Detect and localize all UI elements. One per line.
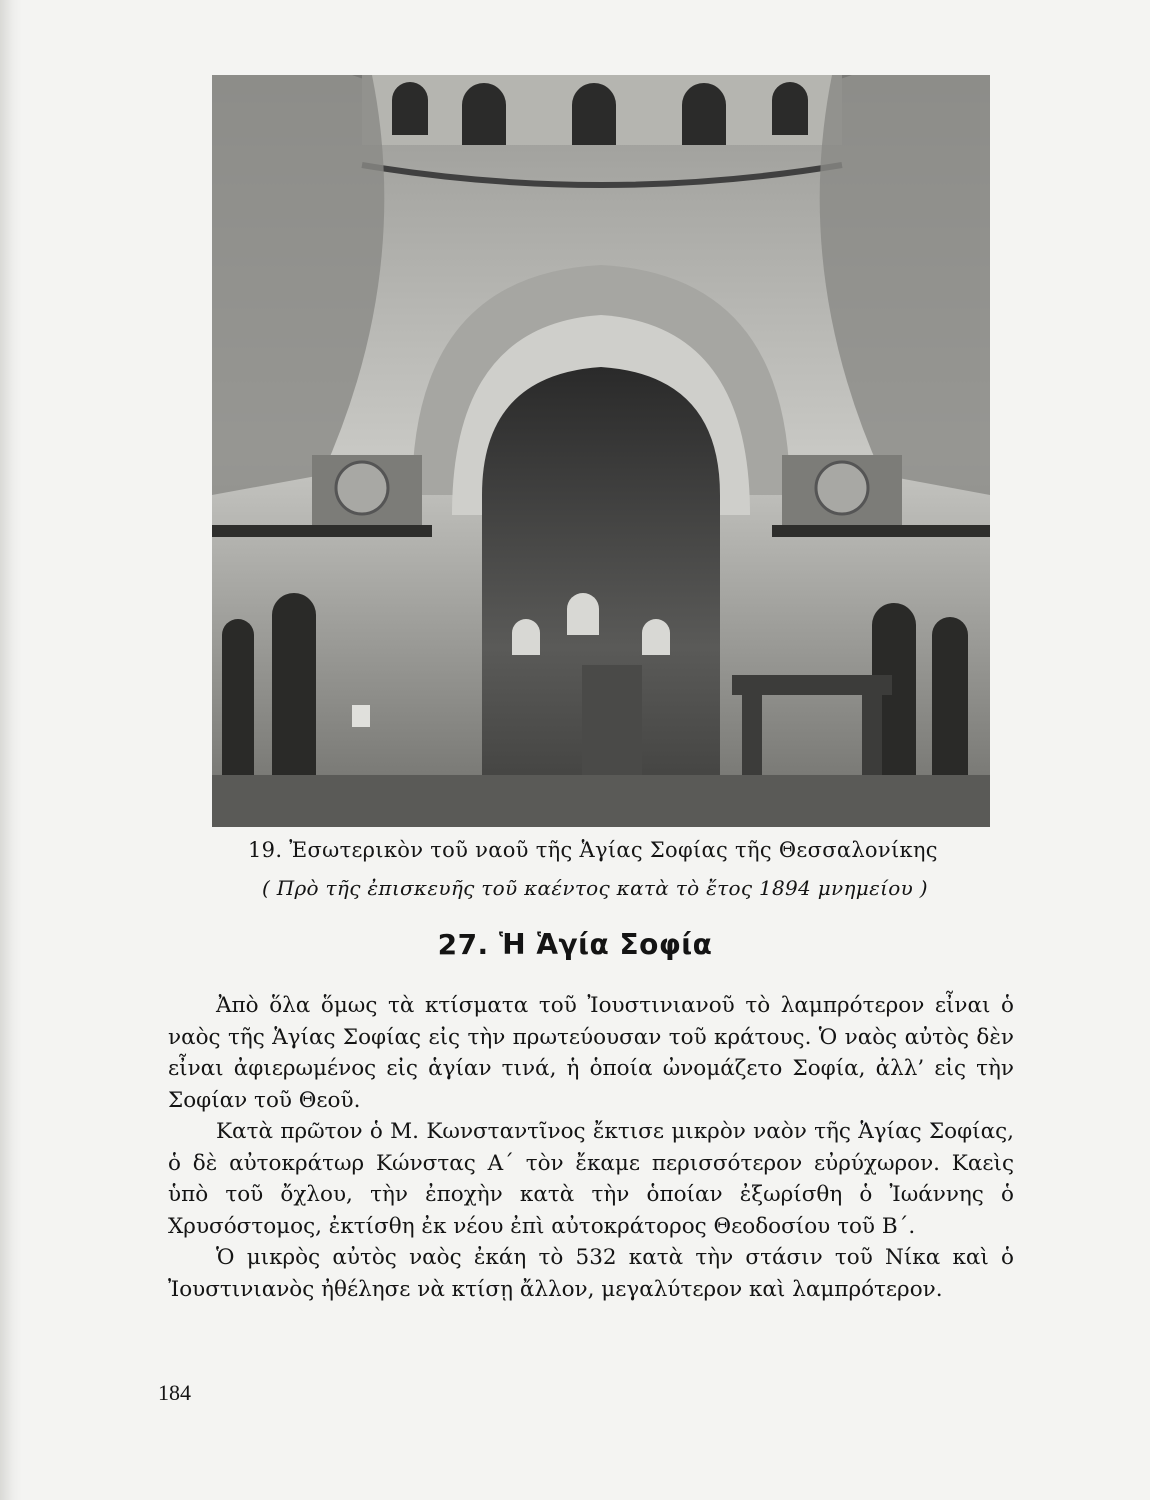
paragraph-3: Ὁ μικρὸς αὐτὸς ναὸς ἐκάη τὸ 532 κατὰ τὴν στάσιν τοῦ Νίκα καὶ ὁ Ἰουστινιανὸς ἠθέλησε νὰ κτίσῃ ἄλλον, μεγαλύτερον καὶ λαμπρότερον.	[168, 1245, 1014, 1302]
section-number: 27.	[437, 928, 489, 961]
figure-subcaption: ( Πρὸ τῆς ἐπισκευῆς τοῦ καέντος κατὰ τὸ ἔτος 1894 μνημείου )	[262, 876, 928, 900]
paragraph-1: Ἀπὸ ὅλα ὅμως τὰ κτίσματα τοῦ Ἰουστινιανοῦ τὸ λαμπρότερον εἶναι ὁ ναὸς τῆς Ἁγίας Σοφίας εἰς τὴν πρωτεύουσαν τοῦ κράτους. Ὁ ναὸς αὐτὸς δὲν εἶναι ἀφιερωμένος εἰς ἁγίαν τινά, ἡ ὁποία ὠνομάζετο Σοφία, ἀλλ’ εἰς τὴν Σοφίαν τοῦ Θεοῦ.	[168, 993, 1014, 1113]
section-title: Ἡ Ἁγία Σοφία	[498, 928, 713, 961]
figure-caption-text: Ἐσωτερικὸν τοῦ ναοῦ τῆς Ἁγίας Σοφίας τῆς Θεσσαλονίκης	[289, 838, 938, 862]
paragraph-2: Κατὰ πρῶτον ὁ Μ. Κωνσταντῖνος ἔκτισε μικρὸν ναὸν τῆς Ἁγίας Σοφίας, ὁ δὲ αὐτοκράτωρ Κώνστας Α΄ τὸν ἔκαμε περισσότερον εὐρύχωρον. Καεὶς ὑπὸ τοῦ ὄχλου, τὴν ἐποχὴν κατὰ τὴν ὁποίαν ἐξωρίσθη ὁ Ἰωάννης ὁ Χρυσόστομος, ἐκτίσθη ἐκ νέου ἐπὶ αὐτοκράτορος Θεοδοσίου τοῦ Β΄.	[168, 1119, 1014, 1239]
figure-caption	[248, 838, 978, 862]
section-heading	[0, 928, 1150, 961]
page-edge-shadow	[0, 0, 22, 1500]
body-text	[168, 990, 1014, 1305]
page-number: 184	[158, 1380, 191, 1405]
figure-number: 19.	[248, 838, 283, 862]
church-interior-photo	[212, 75, 990, 827]
